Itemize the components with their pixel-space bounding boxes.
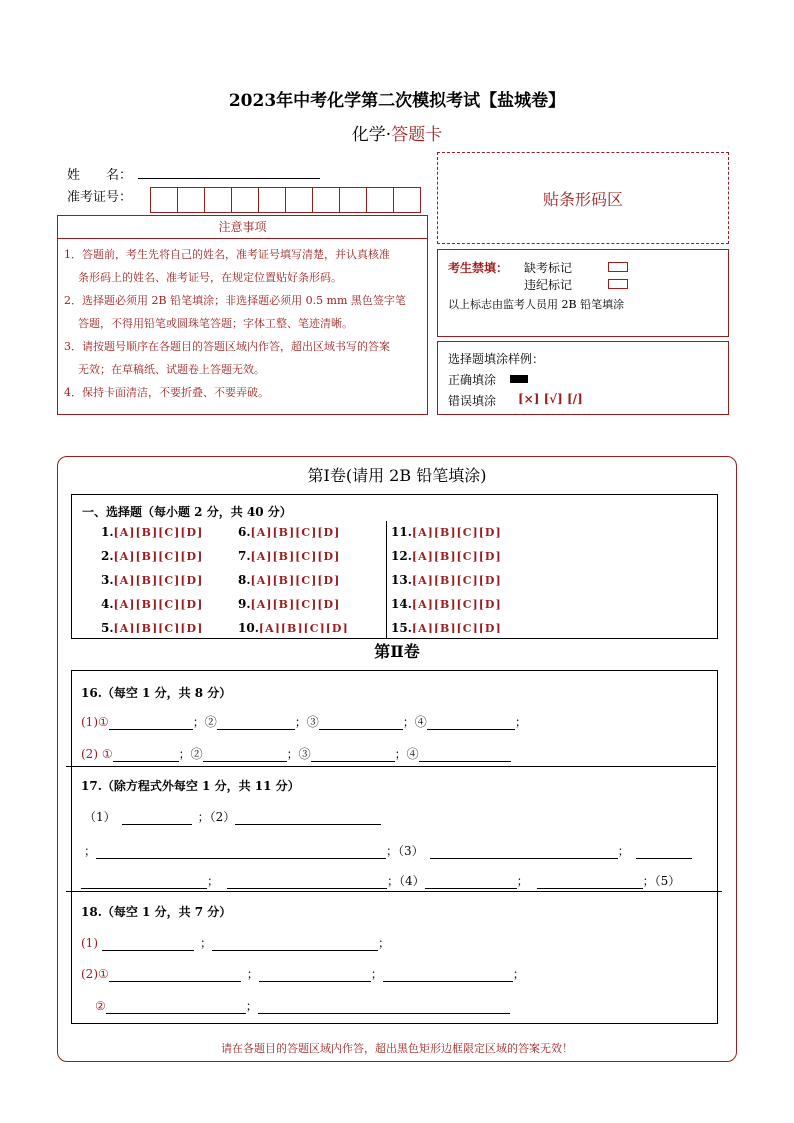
mc-col-2: [238, 521, 349, 633]
answer-blank[interactable]: [430, 844, 618, 859]
mc-question[interactable]: 7.[A][B][C][D]: [238, 549, 341, 563]
q17-line1: （1） ；（2）: [84, 808, 381, 825]
notice-item: 4．保持卡面清洁，不要折叠、不要弄破。: [64, 386, 269, 399]
answer-blank[interactable]: [311, 747, 395, 762]
answer-blank[interactable]: [259, 967, 371, 982]
mc-col-3: [391, 521, 502, 633]
answer-blank[interactable]: [109, 967, 241, 982]
mc-question[interactable]: 8.[A][B][C][D]: [238, 573, 341, 587]
answer-blank[interactable]: [419, 747, 511, 762]
forbid-box: [437, 249, 729, 337]
id-label: 准考证号：: [67, 190, 133, 205]
mc-question[interactable]: 11.[A][B][C][D]: [391, 525, 502, 539]
sample-heading: 选择题填涂样例：: [448, 352, 545, 366]
notice-item: 1．答题前，考生先将自己的姓名，准考证号填写清楚，并认真核准 条形码上的姓名、准考证号，在规定位置贴好条形码。: [64, 248, 390, 284]
q17-line3: ； ；（4） ； ；（5）: [81, 872, 680, 889]
fill-sample-box: [437, 341, 729, 415]
q18-line2: (2)① ； ； ；: [81, 967, 525, 981]
page-subtitle: [0, 120, 794, 145]
answer-blank[interactable]: [203, 747, 287, 762]
answer-blank[interactable]: [537, 874, 643, 889]
answer-blank[interactable]: [227, 874, 387, 889]
answer-blank[interactable]: [427, 715, 515, 730]
answer-blank[interactable]: [636, 844, 692, 859]
mc-question[interactable]: 5.[A][B][C][D]: [101, 621, 204, 633]
name-field[interactable]: [138, 178, 320, 179]
answer-blank[interactable]: [102, 936, 194, 951]
q18-line3: ② ；: [95, 997, 510, 1014]
notice-item: 2．选择题必须用 2B 铅笔填涂；非选择题必须用 0.5 mm 黑色签字笔 答题，不得用铅笔或圆珠笔答题；字体工整、笔迹清晰。: [64, 294, 406, 330]
answer-blank[interactable]: [109, 715, 193, 730]
q17-line2: ； ；（3） ；: [84, 842, 692, 859]
page-title: 2023年中考化学第二次模拟考试【盐城卷】: [228, 91, 566, 111]
answer-blank[interactable]: [319, 715, 403, 730]
mc-question[interactable]: 14.[A][B][C][D]: [391, 597, 502, 611]
part1-heading: 第Ⅰ卷(请用 2B 铅笔填涂): [307, 466, 487, 485]
absent-mark[interactable]: [608, 262, 628, 272]
exam-id-boxes[interactable]: [151, 187, 421, 213]
q16-line2: (2) ① ；② ；③ ；④: [81, 745, 511, 762]
answer-blank[interactable]: [212, 936, 378, 951]
answer-blank[interactable]: [106, 999, 246, 1014]
mc-question[interactable]: 9.[A][B][C][D]: [238, 597, 341, 611]
answer-blank[interactable]: [217, 715, 295, 730]
answer-blank[interactable]: [235, 810, 381, 825]
q18-line1: (1) ； ；: [81, 936, 391, 950]
subtitle-card: 答题卡: [391, 125, 443, 145]
mc-question[interactable]: 4.[A][B][C][D]: [101, 597, 204, 611]
answer-blank[interactable]: [425, 874, 517, 889]
q16-title: 16.（每空 1 分，共 8 分）: [81, 686, 232, 700]
part2-heading: 第Ⅱ卷: [374, 642, 420, 661]
q18-title: 18.（每空 1 分，共 7 分）: [81, 905, 232, 919]
correct-fill-sample: [510, 375, 528, 383]
notice-box: [57, 215, 428, 415]
mc-question[interactable]: 13.[A][B][C][D]: [391, 573, 502, 587]
notice-heading: 注意事项: [58, 216, 427, 239]
mc-question[interactable]: 15.[A][B][C][D]: [391, 621, 502, 633]
correct-label: 正确填涂: [448, 373, 497, 387]
mc-question[interactable]: 12.[A][B][C][D]: [391, 549, 502, 563]
absent-label: 缺考标记: [524, 261, 573, 275]
q16-divider: [66, 766, 716, 767]
mc-question[interactable]: 1.[A][B][C][D]: [101, 525, 204, 539]
subtitle-subject: 化学·: [351, 125, 392, 145]
wrong-marks: [×] [√] [/]: [518, 392, 583, 406]
mc-question[interactable]: 3.[A][B][C][D]: [101, 573, 204, 587]
mc-question[interactable]: 2.[A][B][C][D]: [101, 549, 204, 563]
mc-question[interactable]: 10.[A][B][C][D]: [238, 621, 349, 633]
name-label: 姓 名：: [67, 168, 133, 183]
answer-blank[interactable]: [113, 747, 179, 762]
footer-note: 请在各题目的答题区域内作答，超出黑色矩形边框限定区域的答案无效！: [221, 1042, 573, 1055]
violation-label: 违纪标记: [524, 278, 573, 292]
mc-divider: [386, 521, 387, 638]
q17-title: 17.（除方程式外每空 1 分，共 11 分）: [81, 779, 300, 793]
mc-title: 一、选择题（每小题 2 分，共 40 分）: [82, 505, 292, 519]
violation-mark[interactable]: [608, 279, 628, 289]
barcode-area: 贴条形码区: [437, 152, 729, 244]
q16-line1: (1)① ；② ；③ ；④ ；: [81, 715, 527, 729]
wrong-label: 错误填涂: [448, 394, 497, 408]
answer-blank[interactable]: [258, 999, 510, 1014]
answer-blank[interactable]: [96, 844, 386, 859]
forbid-note: 以上标志由监考人员用 2B 铅笔填涂: [448, 298, 625, 311]
answer-blank[interactable]: [81, 874, 207, 889]
mc-col-1: [101, 521, 203, 633]
mc-question[interactable]: 6.[A][B][C][D]: [238, 525, 341, 539]
answer-blank[interactable]: [122, 810, 192, 825]
notice-item: 3．请按题号顺序在各题目的答题区域内作答，超出区域书写的答案 无效；在草稿纸、试题卷上答题无效。: [64, 340, 390, 376]
q17-divider: [66, 891, 722, 892]
forbid-label: 考生禁填：: [448, 261, 509, 275]
answer-blank[interactable]: [383, 967, 513, 982]
